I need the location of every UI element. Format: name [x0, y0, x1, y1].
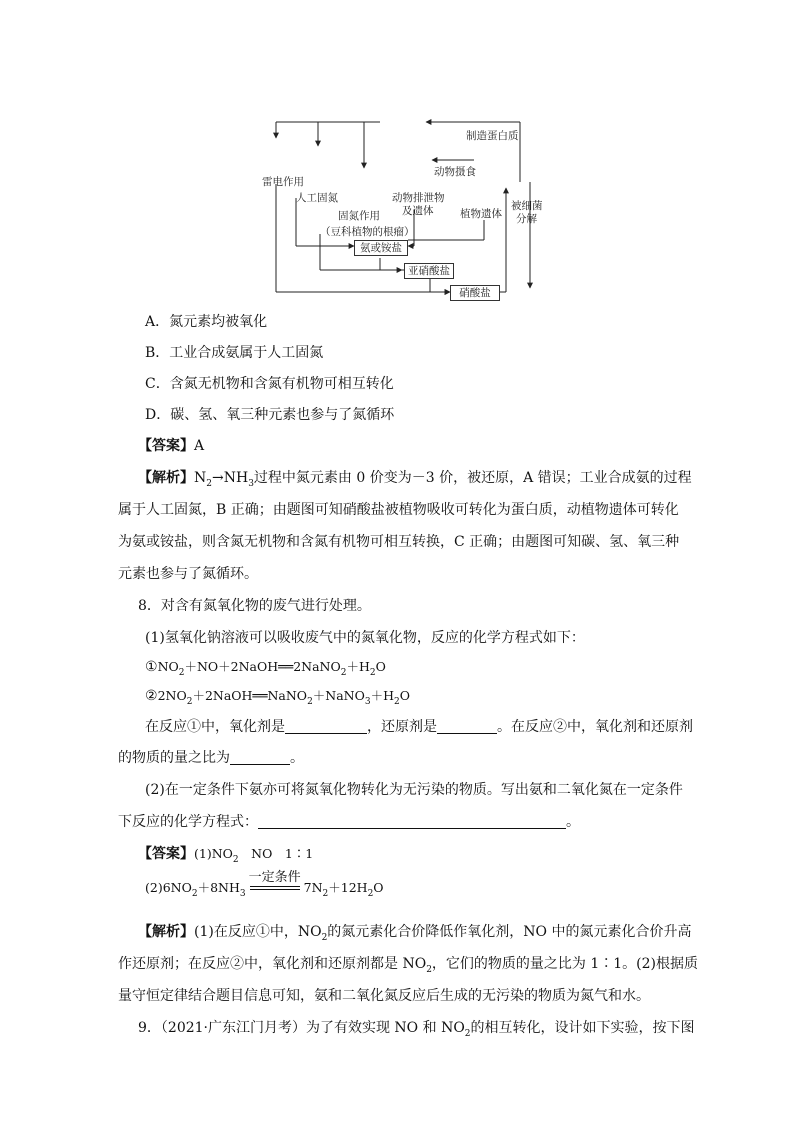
analysis-8-line-3: 量守恒定律结合题目信息可知，氨和二氧化氮反应后生成的无污染的物质为氮气和水。 [118, 988, 650, 1004]
eq-text: O [399, 688, 410, 703]
q-text: 的物质的量之比为 [118, 750, 230, 766]
box-nitrate: 硝酸盐 [450, 285, 500, 301]
eq-text: O [375, 659, 386, 674]
eq-text: NO [157, 659, 179, 674]
label-lightning: 雷电作用 [262, 176, 304, 188]
answer-text: (1)NO [194, 846, 233, 861]
sub: 3 [239, 888, 246, 899]
option-b: B．工业合成氨属于人工固氮 [145, 345, 324, 361]
label-bacteria-2: 分解 [516, 213, 537, 225]
eq-text: ＋2NaOH══NaNO [192, 688, 308, 703]
q-text: 在反应①中，氧化剂是 [145, 719, 285, 735]
analysis-text: ，它们的物质的量之比为 1∶1。(2)根据质 [431, 956, 699, 972]
analysis-7-line-2: 属于人工固氮，B 正确；由题图可知硝酸盐被植物吸收可转化为蛋白质，动植物遗体可转化 [118, 502, 679, 518]
label-artificial: 人工固氮 [296, 192, 338, 204]
analysis-tag: 【解析】 [138, 924, 194, 940]
answer-text: NO 1∶1 [238, 846, 314, 861]
question-8-line-1 [145, 717, 693, 737]
sub: 2 [340, 667, 347, 678]
answer-7-text: A [194, 438, 205, 454]
sub: 2 [307, 696, 313, 707]
eq-text: ＋H [370, 688, 395, 703]
answer-text: 7N [303, 880, 323, 895]
answer-blank [258, 812, 566, 829]
sub: 2 [178, 667, 185, 678]
answer-text: (2)6NO [145, 880, 192, 895]
sub: 2 [367, 888, 374, 899]
answer-text: ＋12H [328, 880, 368, 895]
label-animal-eat: 动物摄食 [434, 166, 476, 178]
analysis-8-line-1 [138, 922, 691, 942]
sub: 2 [369, 667, 376, 678]
condition-text: 一定条件 [248, 870, 301, 885]
question-8-title: 8．对含有氮氧化物的废气进行处理。 [138, 598, 371, 614]
equation-2 [145, 686, 410, 706]
eq-text: ＋NO＋2NaOH══2NaNO [184, 659, 341, 674]
sub: 2 [426, 964, 432, 975]
label-excrete-2: 及遗体 [402, 205, 434, 217]
q-text: 。 [566, 814, 580, 830]
answer-7 [138, 436, 204, 456]
sub: 3 [248, 478, 254, 489]
eq-num: ② [145, 688, 158, 704]
sub: 2 [321, 932, 328, 943]
q-text: 的相互转化，设计如下实验，按下图 [470, 1020, 695, 1036]
sub: 2 [322, 888, 329, 899]
q-text: 9．（2021·广东江门月考）为了有效实现 NO 和 NO [138, 1020, 465, 1036]
sub: 2 [191, 888, 198, 899]
analysis-7-text-b: →NH [211, 470, 249, 486]
option-d: D．碳、氢、氧三种元素也参与了氮循环 [145, 407, 395, 423]
label-legume: （豆科植物的根瘤） [320, 226, 415, 238]
eq-text: 2NO [157, 688, 187, 703]
sub: 2 [206, 478, 212, 489]
box-ammonia: 氨或铵盐 [354, 240, 408, 256]
analysis-text: (1)在反应①中，NO [194, 924, 322, 940]
eq-text: ＋NaNO [312, 688, 365, 703]
reaction-condition [246, 870, 304, 898]
analysis-7-line-4: 元素也参与了氮循环。 [118, 566, 258, 582]
q-text: 。在反应②中，氧化剂和还原剂 [497, 719, 693, 735]
answer-tag: 【答案】 [138, 438, 194, 454]
question-9-line-1 [138, 1018, 695, 1038]
sub: 2 [394, 696, 400, 707]
answer-text: ＋8NH [197, 880, 240, 895]
label-plant-remains: 植物遗体 [460, 208, 502, 220]
nitrogen-cycle-diagram [262, 110, 552, 310]
answer-tag: 【答案】 [138, 846, 194, 862]
analysis-text: 的氮元素化合价降低作氧化剂，NO 中的氮元素化合价升高 [327, 924, 692, 940]
option-a: A．氮元素均被氧化 [145, 314, 268, 330]
label-bacteria-1: 被细菌 [511, 200, 543, 212]
eq-text: ＋H [346, 659, 370, 674]
analysis-7-text-a: N [194, 470, 207, 486]
q-text: 下反应的化学方程式： [118, 814, 258, 830]
answer-8-line-1 [138, 844, 313, 864]
answer-blank [230, 748, 290, 765]
eq-num: ① [145, 659, 158, 675]
answer-blank [437, 717, 497, 734]
analysis-7-line-3: 为氨或铵盐，则含氮无机物和含氮有机物可相互转换，C 正确；由题图可知碳、氢、氧三种 [118, 534, 680, 550]
sub: 2 [464, 1028, 471, 1039]
question-8-part-1: (1)氢氧化钠溶液可以吸收废气中的氮氧化物，反应的化学方程式如下： [145, 630, 585, 646]
sub: 3 [364, 696, 371, 707]
sub: 2 [186, 696, 193, 707]
analysis-text: 作还原剂；在反应②中，氧化剂和还原剂都是 NO [118, 956, 427, 972]
label-protein: 制造蛋白质 [466, 130, 519, 142]
label-nfix: 固氮作用 [338, 210, 380, 222]
option-c: C．含氮无机物和含氮有机物可相互转化 [145, 376, 394, 392]
analysis-8-line-2 [118, 954, 698, 974]
box-nitrite: 亚硝酸盐 [404, 263, 454, 279]
question-8-line-2 [118, 748, 304, 768]
sub: 2 [232, 854, 239, 865]
label-excrete-1: 动物排泄物 [392, 192, 445, 204]
answer-8-line-2 [145, 870, 384, 899]
analysis-tag: 【解析】 [138, 470, 194, 486]
analysis-7-line-1 [138, 468, 692, 488]
question-8-part-2-line-2 [118, 812, 580, 832]
analysis-7-text-c: 过程中氮元素由 0 价变为－3 价，被还原，A 错误；工业合成氨的过程 [253, 470, 692, 486]
answer-text: O [373, 880, 384, 895]
q-text: 。 [290, 750, 304, 766]
question-8-part-2-line-1: (2)在一定条件下氨亦可将氮氧化物转化为无污染的物质。写出氨和二氧化氮在一定条件 [145, 782, 683, 798]
equation-1 [145, 657, 386, 677]
q-text: ，还原剂是 [367, 719, 437, 735]
answer-blank [285, 717, 367, 734]
